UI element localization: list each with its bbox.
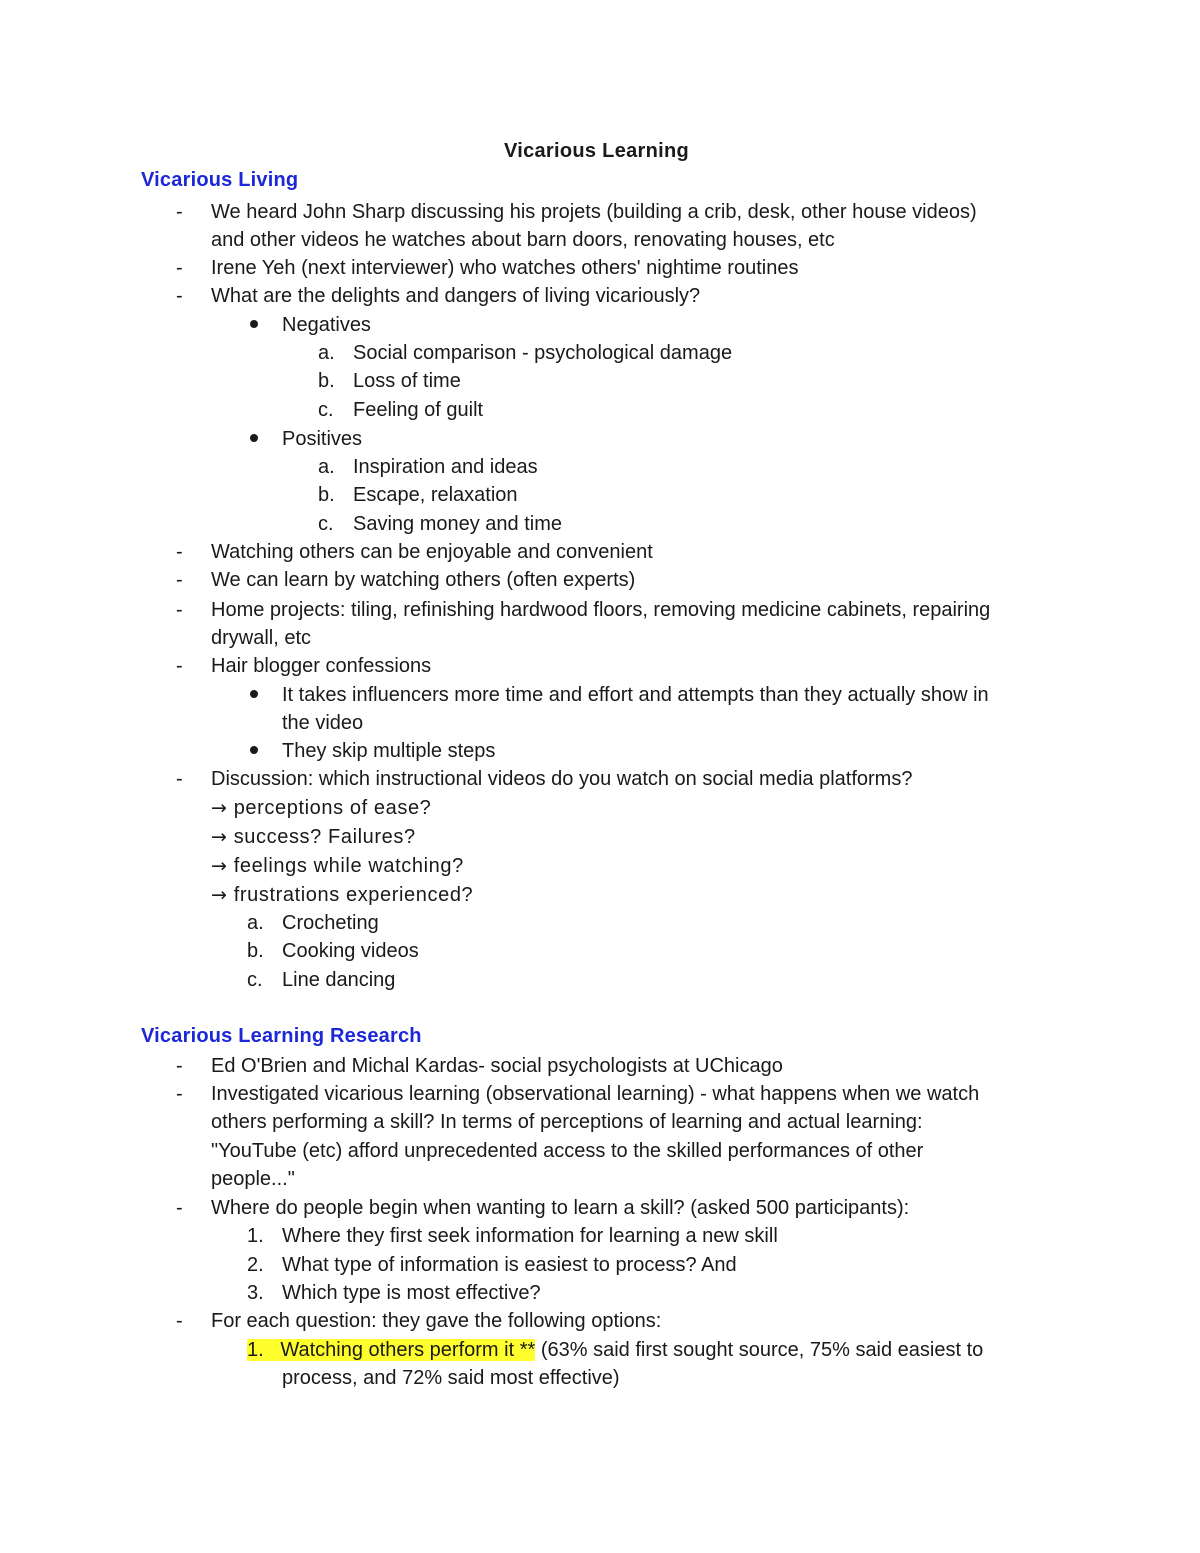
discussion-question [211, 823, 416, 851]
arrow-right-icon: → [211, 884, 228, 906]
bullet-text: Where do people begin when wanting to learn a skill? (asked 500 participants): [211, 1197, 910, 1219]
discussion-question [211, 852, 464, 880]
list-marker: a. [247, 912, 264, 934]
bullet-dot-icon [250, 690, 258, 698]
bullet-text-continuation: others performing a skill? In terms of perceptions of learning and actual learning: [211, 1111, 923, 1133]
list-item: What type of information is easiest to process? And [282, 1254, 737, 1276]
bullet-text-continuation: people..." [211, 1168, 295, 1190]
bullet-text: Discussion: which instructional videos do you watch on social media platforms? [211, 768, 913, 790]
question-text: feelings while watching? [233, 855, 464, 877]
list-item: Where they first seek information for learning a new skill [282, 1225, 778, 1247]
bullet-text: Investigated vicarious learning (observational learning) - what happens when we watch [211, 1083, 980, 1105]
dash-marker: - [176, 599, 183, 621]
list-marker: c. [318, 513, 334, 535]
arrow-right-icon: → [211, 826, 228, 848]
list-marker: c. [318, 399, 334, 421]
list-marker: b. [247, 940, 264, 962]
bullet-text: Home projects: tiling, refinishing hardwood floors, removing medicine cabinets, repairing [211, 599, 991, 621]
list-item: Loss of time [353, 370, 461, 392]
discussion-question [211, 881, 473, 909]
list-marker: 2. [247, 1254, 264, 1276]
bullet-text: Ed O'Brien and Michal Kardas- social psychologists at UChicago [211, 1055, 783, 1077]
highlighted-text: Watching others perform it ** [280, 1339, 536, 1361]
sub-bullet-text: It takes influencers more time and effort and attempts than they actually show in [282, 684, 989, 706]
list-marker: 1. [247, 1225, 264, 1247]
bullet-text: Watching others can be enjoyable and convenient [211, 541, 653, 563]
bullet-dot-icon [250, 320, 258, 328]
dash-marker: - [176, 541, 183, 563]
question-text: frustrations experienced? [233, 884, 474, 906]
option-continuation: process, and 72% said most effective) [282, 1367, 620, 1389]
list-item: Which type is most effective? [282, 1282, 541, 1304]
list-item: Social comparison - psychological damage [353, 342, 733, 364]
arrow-right-icon: → [211, 855, 228, 877]
list-marker: 3. [247, 1282, 264, 1304]
list-item: Feeling of guilt [353, 399, 484, 421]
bullet-text: We can learn by watching others (often experts) [211, 569, 636, 591]
list-marker: a. [318, 456, 335, 478]
list-item: Line dancing [282, 969, 396, 991]
dash-marker: - [176, 569, 183, 591]
question-text: perceptions of ease? [233, 797, 432, 819]
dash-marker: - [176, 655, 183, 677]
sub-bullet-text: Negatives [282, 314, 371, 336]
bullet-text: Irene Yeh (next interviewer) who watches others' nightime routines [211, 257, 799, 279]
document-title: Vicarious Learning [503, 140, 690, 162]
bullet-text: What are the delights and dangers of living vicariously? [211, 285, 701, 307]
sub-bullet-text-continuation: the video [282, 712, 364, 734]
list-marker: 1. [247, 1339, 264, 1361]
bullet-text: Hair blogger confessions [211, 655, 432, 677]
list-item: Cooking videos [282, 940, 419, 962]
bullet-text: We heard John Sharp discussing his projets (building a crib, desk, other house videos) [211, 201, 977, 223]
option-marker-highlighted [247, 1339, 535, 1361]
list-marker: c. [247, 969, 263, 991]
list-marker: b. [318, 370, 335, 392]
dash-marker: - [176, 201, 183, 223]
sub-bullet-text: They skip multiple steps [282, 740, 496, 762]
list-item: Escape, relaxation [353, 484, 518, 506]
sub-bullet-text: Positives [282, 428, 363, 450]
list-item: Saving money and time [353, 513, 563, 535]
dash-marker: - [176, 1083, 183, 1105]
bullet-dot-icon [250, 434, 258, 442]
list-item: Crocheting [282, 912, 379, 934]
section-heading-vicarious-living: Vicarious Living [141, 169, 299, 191]
option-rest-text: (63% said first sought source, 75% said easiest to [535, 1339, 984, 1361]
dash-marker: - [176, 257, 183, 279]
list-marker: a. [318, 342, 335, 364]
bullet-text-continuation: and other videos he watches about barn doors, renovating houses, etc [211, 229, 835, 251]
list-item: Inspiration and ideas [353, 456, 538, 478]
arrow-right-icon: → [211, 797, 228, 819]
list-marker: b. [318, 484, 335, 506]
bullet-dot-icon [250, 746, 258, 754]
bullet-text: For each question: they gave the following options: [211, 1310, 662, 1332]
section-heading-vicarious-learning-research: Vicarious Learning Research [141, 1025, 422, 1047]
discussion-question [211, 794, 431, 822]
bullet-text-continuation: "YouTube (etc) afford unprecedented access to the skilled performances of other [211, 1140, 924, 1162]
highlighted-option [247, 1336, 983, 1364]
dash-marker: - [176, 1197, 183, 1219]
dash-marker: - [176, 285, 183, 307]
dash-marker: - [176, 768, 183, 790]
dash-marker: - [176, 1310, 183, 1332]
bullet-text-continuation: drywall, etc [211, 627, 312, 649]
dash-marker: - [176, 1055, 183, 1077]
question-text: success? Failures? [233, 826, 416, 848]
